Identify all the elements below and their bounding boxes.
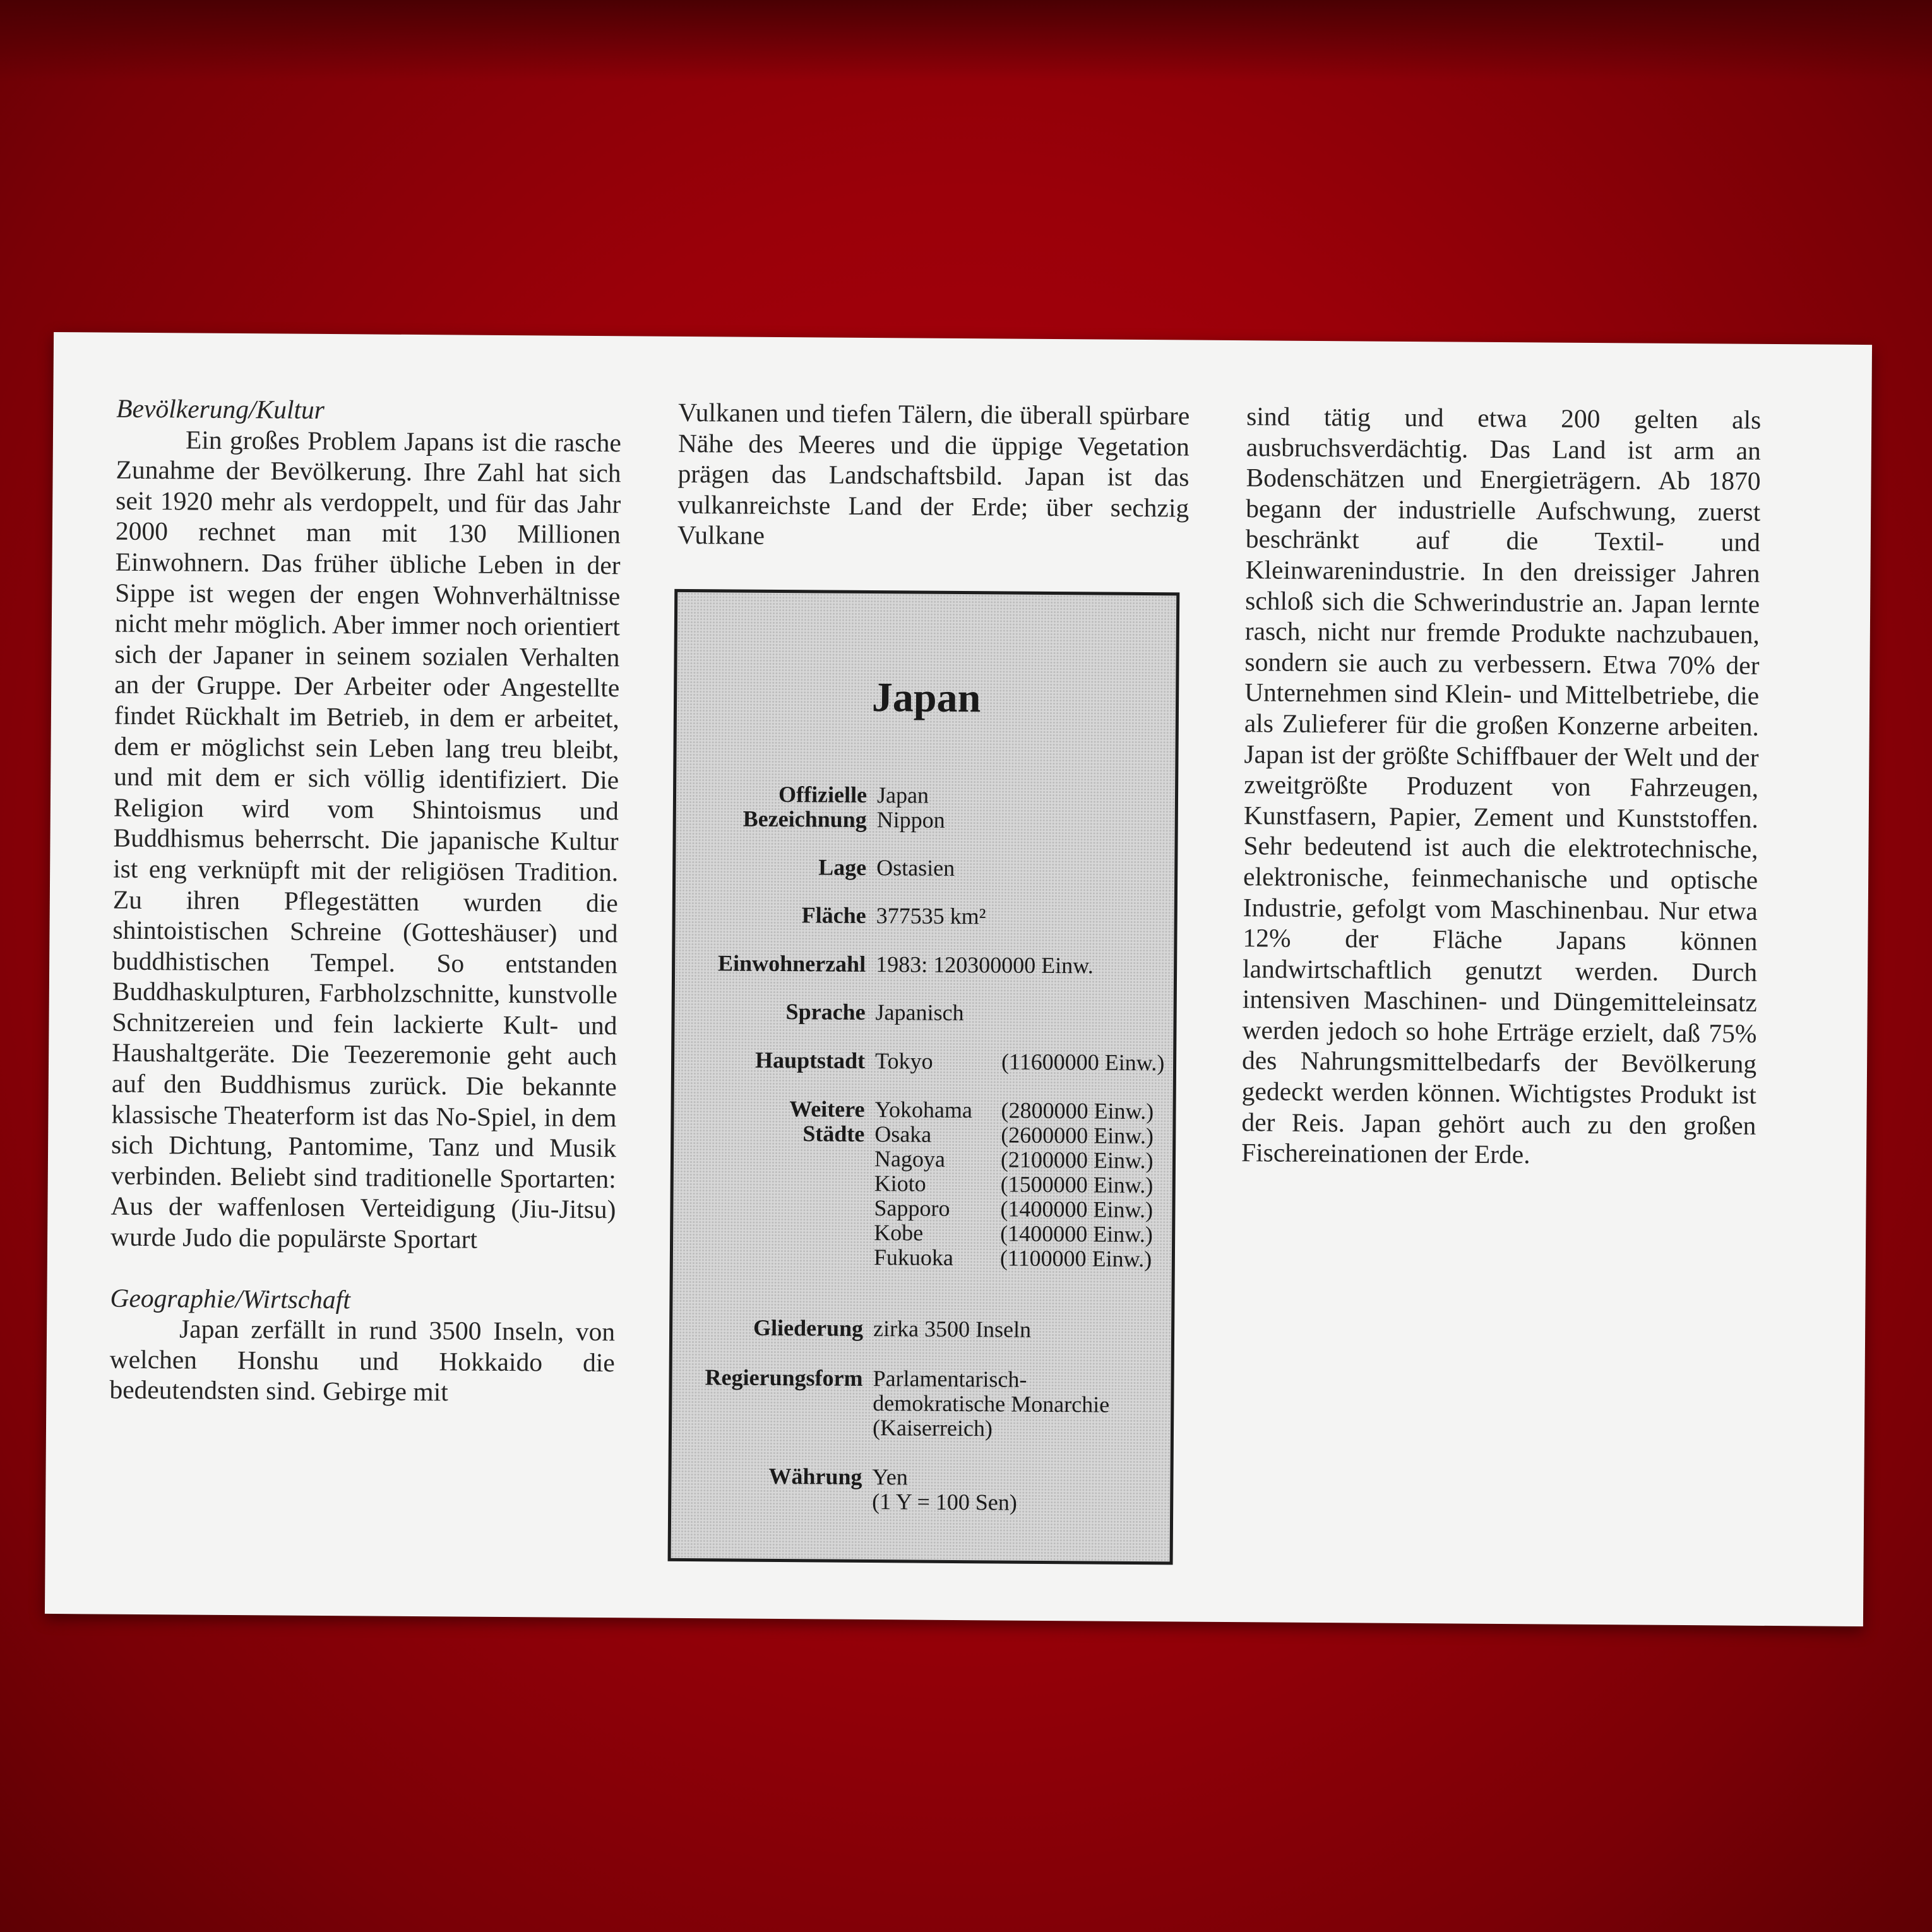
fact-official-name <box>676 782 1175 833</box>
fact-value: 377535 km² <box>876 903 986 929</box>
city-population: (2100000 Einw.) <box>1000 1147 1154 1174</box>
city-population: (2600000 Einw.) <box>1001 1122 1154 1149</box>
fact-value: 1983: 120300000 Einw. <box>876 951 1094 979</box>
fact-label: Gliederung <box>753 1315 864 1341</box>
city-name: Sapporo <box>874 1195 950 1221</box>
fact-box <box>668 589 1180 1565</box>
column-middle <box>677 397 1190 554</box>
fact-value: (Kaiserreich) <box>872 1415 993 1441</box>
fact-value: (11600000 Einw.) <box>1001 1049 1165 1076</box>
fact-capital <box>674 1047 1173 1076</box>
section-heading-geography: Geographie/Wirtschaft <box>110 1283 350 1314</box>
city-population: (2800000 Einw.) <box>1001 1097 1154 1124</box>
column-right <box>1241 401 1761 1172</box>
section-heading-population: Bevölkerung/Kultur <box>116 393 325 424</box>
fact-area <box>676 902 1174 929</box>
city-name: Fukuoka <box>873 1244 954 1270</box>
city-population: (1100000 Einw.) <box>999 1245 1152 1272</box>
city-population: (1500000 Einw.) <box>1000 1171 1154 1198</box>
fact-value: Tokyo <box>874 1048 933 1074</box>
fact-box-title: Japan <box>871 674 981 722</box>
background-shadow <box>0 0 1932 82</box>
fact-label: Offizielle <box>778 782 868 808</box>
city-name: Nagoya <box>874 1146 946 1172</box>
fact-government <box>672 1364 1171 1441</box>
fact-location <box>676 854 1174 881</box>
fact-label: Städte <box>802 1121 865 1147</box>
fact-label: Einwohnerzahl <box>717 950 866 977</box>
economy-text: sind tätig und etwa 200 gelten als ausbruchsverdächtig. Das Land ist arm an Bodenschätzen und Energieträgern. Ab 1870 begann der industrielle Aufschwung, zuerst beschränkt auf die Textil- und Kleinwarenindustrie. In den dreissiger Jahren schloß sich die Schwerindustrie an. Japan lernte rasch, nicht nur fremde Produkte nachzubauen, sondern sie auch zu verbessern. Etwa 70% der Unternehmen sind Klein- und Mittelbetriebe, die als Zulieferer für die großen Konzerne arbeiten. Japan ist der größte Schiffbauer der Welt und der zweitgrößte Produzent von Fahrzeugen, Kunstfasern, Papier, Zement und Kunststoffen. Sehr bedeutend ist auch die elektrotechnische, elektronische, feinmechanische und optische Industrie, gefolgt vom Maschinenbau. Nur etwa 12% der Fläche Japans können landwirtschaftlich genutzt werden. Durch intensiven Maschinen- und Düngemitteleinsatz werden jedoch so hohe Erträge erzielt, daß 75% des Nahrungsmittelbedarfs der Bevölkerung gedeckt werden können. Wichtigstes Produkt ist der Reis. Japan gehört auch zu den großen Fischereinationen der Erde. <box>1241 402 1762 1169</box>
fact-value: Japan <box>876 782 929 808</box>
fact-value: Yen <box>872 1464 909 1490</box>
fact-language <box>675 999 1174 1026</box>
fact-value: (1 Y = 100 Sen) <box>872 1489 1017 1515</box>
fact-currency <box>672 1463 1171 1515</box>
fact-population <box>675 950 1174 979</box>
city-population: (1400000 Einw.) <box>1000 1196 1154 1223</box>
fact-label: Regierungsform <box>705 1364 863 1391</box>
fact-value: Parlamentarisch- <box>873 1366 1027 1392</box>
info-card <box>45 332 1872 1626</box>
fact-value: zirka 3500 Inseln <box>873 1316 1032 1342</box>
fact-label: Sprache <box>785 999 866 1025</box>
fact-label: Hauptstadt <box>754 1047 866 1073</box>
geography-text-start: Japan zerfällt in rund 3500 Inseln, von welchen Honshu und Hokkaido die bedeutendsten sind. Gebirge mit <box>109 1314 616 1407</box>
fact-value: Nippon <box>876 807 945 833</box>
fact-label: Fläche <box>801 902 866 928</box>
fact-value: demokratische Monarchie <box>873 1390 1110 1417</box>
population-culture-text: Ein großes Problem Japans ist die rasche Zunahme der Bevölkerung. Ihre Zahl hat sich seit 1920 mehr als verdoppelt, und für das Jahr 2000 rechnet man mit 130 Millionen Einwohnern. Das früher übliche Leben in der Sippe ist wegen der engen Wohnverhältnisse nicht mehr möglich. Aber immer noch orientiert sich der Japaner in seinem sozialen Verhalten an der Gruppe. Der Arbeiter oder Angestellte findet Rückhalt im Betrieb, in dem er arbeitet, dem er möglichst sein Leben lang treu bleibt, und mit dem er sich völlig identifiziert. Die Religion wird vom Shintoismus und Buddhismus beherrscht. Die japanische Kultur ist eng verknüpft mit der religiösen Tradition. Zu ihren Pflegestätten wurden die shintoistischen Schreine (Gotteshäuser) und buddhistischen Tempel. So entstanden Buddhaskulpturen, Farbholzschnitte, kunstvolle Schnitzereien und fein lackierte Kult- und Haushaltgeräte. Die Teezeremonie geht auch auf den Buddhismus zurück. Die bekannte klassische Theaterform ist das No-Spiel, in dem sich Dichtung, Pantomime, Tanz und Musik verbinden. Beliebt sind traditionelle Sportarten: Aus der waffenlosen Verteidigung (Jiu-Jitsu) wurde Judo die populärste Sportart <box>110 425 622 1254</box>
fact-other-cities <box>674 1096 1173 1272</box>
fact-label: Bezeichnung <box>742 806 867 832</box>
fact-label: Lage <box>818 854 867 880</box>
fact-label: Weitere <box>789 1096 865 1122</box>
city-name: Kobe <box>874 1220 924 1246</box>
city-population: (1400000 Einw.) <box>1000 1220 1153 1248</box>
city-name: Yokohama <box>874 1097 973 1123</box>
fact-value: Japanisch <box>875 999 964 1026</box>
fact-label: Währung <box>768 1463 862 1489</box>
city-name: Osaka <box>874 1121 932 1147</box>
column-left <box>109 393 621 1409</box>
city-name: Kioto <box>874 1171 926 1196</box>
fact-value: Ostasien <box>876 855 955 881</box>
geography-text-continued: Vulkanen und tiefen Tälern, die überall spürbare Nähe des Meeres und die üppige Vegetation prägen das Landschaftsbild. Japan ist das vulkanreichste Land der Erde; über sechzig Vulkane <box>677 397 1190 551</box>
fact-division <box>672 1315 1171 1342</box>
